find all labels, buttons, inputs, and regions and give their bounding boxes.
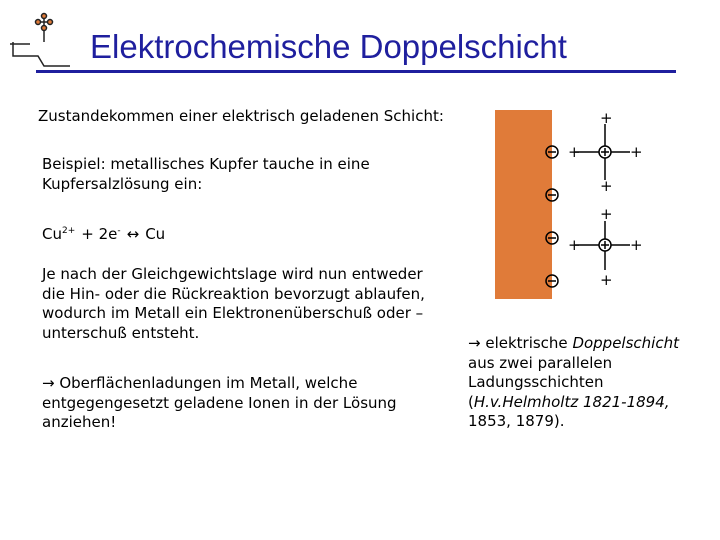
- reaction-electron-charge: -: [117, 226, 121, 236]
- reaction-ion-charge: 2+: [61, 226, 76, 236]
- svg-text:+: +: [600, 177, 613, 195]
- equilibrium-line: Je nach der Gleichgewichtslage wird nun entweder: [42, 265, 423, 283]
- electron-charge: [546, 189, 558, 201]
- surface-line: → Oberflächenladungen im Metall, welche: [42, 374, 358, 392]
- equilibrium-text: [42, 265, 425, 343]
- reaction-product: Cu: [145, 225, 166, 243]
- double-layer-line: [468, 334, 679, 354]
- surface-line: anziehen!: [42, 413, 117, 431]
- electron-charge: [546, 146, 558, 158]
- example-text: [42, 155, 370, 194]
- electron-charge: [546, 275, 558, 287]
- equilibrium-line: die Hin- oder die Rückreaktion bevorzugt ablaufen,: [42, 284, 425, 303]
- surface-line: entgegengesetzt geladene Ionen in der Lösung: [42, 393, 397, 412]
- double-layer-prefix: → elektrische: [468, 334, 573, 352]
- citation-open: (: [468, 392, 474, 411]
- equilibrium-line: wodurch im Metall ein Elektronenüberschuß oder –: [42, 304, 424, 322]
- reaction-equation: [42, 222, 165, 245]
- svg-text:+: +: [568, 143, 581, 161]
- reaction-arrow: ↔: [126, 225, 140, 243]
- svg-text:+: +: [630, 143, 643, 161]
- electron-charge: [546, 232, 558, 244]
- double-layer-line: Ladungsschichten: [468, 373, 604, 391]
- logo-icon: [8, 8, 72, 74]
- double-layer-text: [468, 334, 679, 432]
- ion-cluster: [568, 109, 643, 195]
- example-line: Kupfersalzlösung ein:: [42, 174, 203, 193]
- double-layer-line: 1853, 1879).: [468, 412, 565, 430]
- svg-text:+: +: [568, 236, 581, 254]
- double-layer-line: [468, 393, 679, 413]
- page-title: Elektrochemische Doppelschicht: [90, 28, 567, 65]
- title-divider: [36, 70, 676, 73]
- surface-charge-text: [42, 374, 397, 433]
- svg-text:+: +: [600, 271, 613, 289]
- reaction-electrons: + 2e: [81, 225, 118, 243]
- ion-cluster: [568, 205, 643, 289]
- intro-text: Zustandekommen einer elektrisch geladenen Schicht:: [38, 107, 444, 125]
- svg-text:+: +: [600, 205, 613, 223]
- reaction-ion: Cu: [42, 225, 62, 243]
- example-line: Beispiel: metallisches Kupfer tauche in eine: [42, 155, 370, 173]
- equilibrium-line: unterschuß entsteht.: [42, 323, 200, 342]
- svg-text:+: +: [630, 236, 643, 254]
- svg-text:+: +: [600, 109, 613, 127]
- double-layer-diagram: [535, 105, 655, 305]
- double-layer-term: Doppelschicht: [572, 334, 679, 352]
- citation-author: H.v.Helmholtz 1821-1894,: [473, 392, 670, 411]
- double-layer-line: aus zwei parallelen: [468, 353, 613, 372]
